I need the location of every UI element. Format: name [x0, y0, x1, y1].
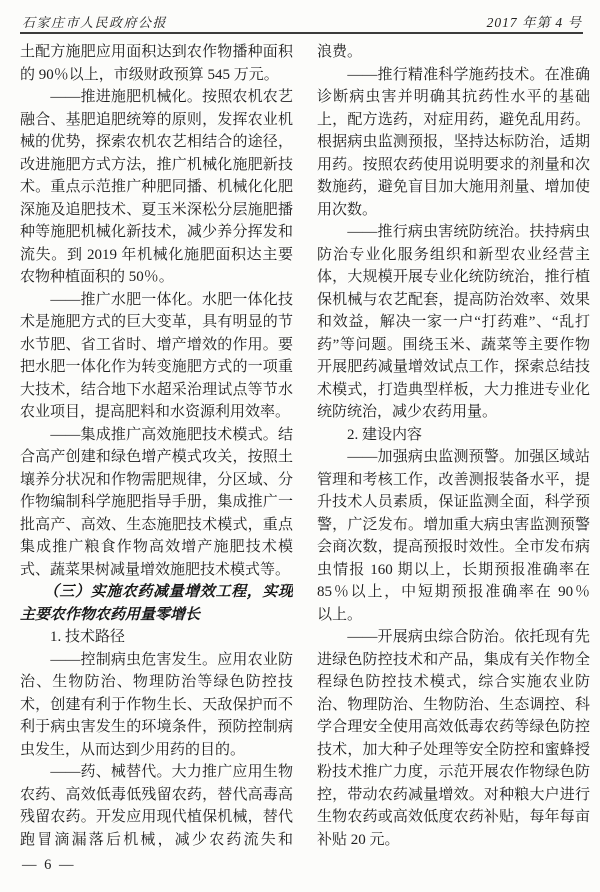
text-line: 术是施肥方式的巨大变革，具有明显的节 — [20, 314, 293, 330]
text-line: 浪费。 — [317, 44, 363, 60]
text-line: 诊断病虫害并明确其抗药性水平的基础 — [317, 89, 590, 105]
text-line: ——推行病虫害统防统治。扶持病虫 — [317, 224, 590, 240]
text-line: 根据病虫监测预报，坚持达标防治，适期 — [317, 134, 590, 150]
text-line: 管理和考核工作，改善测报装备水平，提 — [317, 471, 590, 488]
text-line: 械的优势，探索农机农艺相结合的途径， — [20, 134, 293, 150]
paragraph — [317, 424, 590, 447]
text-line: 术模式，打造典型样板，大力推进专业化 — [317, 381, 590, 398]
text-line: 种等施肥机械化新技术，减少养分挥发和 — [20, 224, 293, 240]
text-line: 补贴 20 元。 — [317, 831, 400, 848]
text-line: 跑冒滴漏落后机械，减少农药流失和 — [20, 831, 293, 848]
text-line: 用次数。 — [317, 201, 378, 218]
text-line: 升技术人员素质，保证监测全面，科学预 — [317, 494, 590, 510]
text-line: 利于病虫害发生的环境条件，预防控制病 — [20, 719, 293, 735]
text-line: 治、生物防治、物理防治等绿色防控技 — [20, 674, 293, 690]
text-line: 融合、基肥追肥统筹的原则，发挥农业机 — [20, 111, 293, 128]
text-line: 数施药，避免盲目加大施用剂量、增加使 — [317, 179, 590, 195]
text-line: 程绿色防控技术模式，综合实施农业防 — [317, 674, 590, 690]
text-line: 保机械与农艺配套，提高防治效率、效果 — [317, 291, 590, 308]
paragraph — [317, 64, 590, 222]
section-heading — [20, 581, 293, 626]
text-line: 粉技术推广力度，示范开展农作物绿色防 — [317, 764, 590, 780]
text-line: 体，大规模开展专业化统防统治，推行植 — [317, 269, 590, 285]
text-line: 农业项目，提高肥料和水资源利用效率。 — [20, 404, 291, 420]
text-line: 作物编制科学施肥指导手册，集成推广一 — [20, 494, 293, 510]
text-line: 药”等问题。围绕玉米、蔬菜等主要作物 — [317, 336, 590, 353]
paragraph — [20, 289, 293, 424]
text-line: 水节肥、省工省时、增产增效的作用。要 — [20, 336, 293, 353]
text-line: 深施及追肥技术、夏玉米深松分层施肥播 — [20, 201, 293, 218]
text-line: ——集成推广高效施肥技术模式。结 — [20, 426, 293, 443]
header-rule — [20, 32, 583, 34]
text-line: 壤养分状况和作物需肥规律，分区域、分 — [20, 471, 293, 488]
right-column — [317, 41, 590, 851]
text-line: 1. 技术路径 — [20, 629, 126, 645]
text-line: 85％以上，中短期预报准确率在 90％ — [317, 584, 590, 600]
paragraph — [317, 221, 590, 424]
paragraph — [317, 626, 590, 851]
text-line: 术。重点示范推广种肥同播、机械化化肥 — [20, 179, 293, 195]
page-number: — 6 — — [22, 857, 76, 873]
text-line: 防治专业化服务组织和新型农业经营主 — [317, 246, 590, 263]
paragraph — [317, 446, 590, 626]
text-line: 合高产创建和绿色增产模式攻关，按照土 — [20, 449, 293, 465]
text-line: 进绿色防控技术和产品，集成有关作物全 — [317, 651, 590, 668]
text-line: ——控制病虫危害发生。应用农业防 — [20, 651, 293, 668]
text-line: 集成推广粮食作物高效增产施肥技术模 — [20, 539, 293, 555]
text-line: 流失。到 2019 年机械化施肥面积达主要 — [20, 246, 293, 263]
text-line: 术，创建有利于作物生长、天敌保护而不 — [20, 696, 293, 713]
text-line: 改进施肥方式方法，推广机械化施肥新技 — [20, 156, 293, 173]
text-line: 以上。 — [317, 606, 363, 623]
text-line: ——加强病虫监测预警。加强区域站 — [317, 449, 590, 465]
text-line: 农药、高效低毒低残留农药，替代高毒高 — [20, 786, 293, 803]
text-line: ——推行精准科学施药技术。在准确 — [317, 66, 590, 83]
paragraph — [20, 761, 293, 851]
text-columns — [20, 41, 590, 851]
paragraph — [317, 41, 590, 64]
text-line: 的 90％以上，市级财政预算 545 万元。 — [20, 66, 279, 83]
text-line: 批高产、高效、生态施肥技术模式，重点 — [20, 516, 293, 533]
text-line: 残留农药。开发应用现代植保机械，替代 — [20, 809, 293, 825]
page-header — [22, 11, 582, 31]
paragraph — [20, 41, 293, 86]
text-line: （三）实施农药减量增效工程，实现 — [20, 584, 293, 600]
text-line: 会商次数，提高预报时效性。全市发布病 — [317, 539, 590, 555]
issue-number: 2017 年第 4 号 — [486, 15, 582, 30]
text-line: 虫情报 160 期以上，长期预报准确率在 — [317, 561, 590, 578]
left-column — [20, 41, 293, 851]
text-line: 统防统治，减少农药用量。 — [317, 404, 498, 420]
text-line: 虫发生，从而达到少用药的目的。 — [20, 741, 246, 758]
text-line: ——开展病虫综合防治。依托现有先 — [317, 629, 590, 645]
text-line: 学合理安全使用高效低毒农药等绿色防控 — [317, 719, 590, 735]
text-line: 用药。按照农药使用说明要求的剂量和次 — [317, 156, 590, 173]
text-line: 把水肥一体化作为转变施肥方式的一项重 — [20, 359, 293, 375]
paragraph — [20, 86, 293, 289]
text-line: 2. 建设内容 — [317, 426, 423, 443]
text-line: 土配方施肥应用面积达到农作物播种面积 — [20, 44, 293, 60]
text-line: 治、物理防治、生物防治、生态调控、科 — [317, 696, 590, 713]
paragraph — [20, 424, 293, 582]
text-line: 上，配方选药，对症用药，避免乱用药。 — [317, 111, 590, 128]
text-line: 农物种植面积的 50％。 — [20, 269, 174, 285]
text-line: ——推进施肥机械化。按照农机农艺 — [20, 89, 293, 105]
text-line: 主要农作物农药用量零增长 — [20, 606, 201, 623]
text-line: 生物农药或高效低度农药补贴，每年每亩 — [317, 809, 590, 825]
text-line: 大技术，结合地下水超采治理试点等节水 — [20, 381, 293, 398]
text-line: 式、蔬菜果树减量增效施肥技术模式等。 — [20, 561, 291, 578]
text-line: ——推广水肥一体化。水肥一体化技 — [20, 291, 293, 308]
paragraph — [20, 649, 293, 762]
text-line: 警，广泛发布。增加重大病虫害监测预警 — [317, 516, 590, 533]
text-line: 技术，加大种子处理等安全防控和蜜蜂授 — [317, 741, 590, 758]
paragraph — [20, 626, 293, 649]
text-line: 和效益，解决一家一户“打药难”、“乱打 — [317, 314, 590, 330]
text-line: 控，带动农药减量增效。对种粮大户进行 — [317, 786, 590, 803]
publication-title: 石家庄市人民政府公报 — [22, 15, 168, 30]
text-line: 开展肥药减量增效试点工作，探索总结技 — [317, 359, 590, 375]
text-line: ——药、械替代。大力推广应用生物 — [20, 764, 293, 780]
